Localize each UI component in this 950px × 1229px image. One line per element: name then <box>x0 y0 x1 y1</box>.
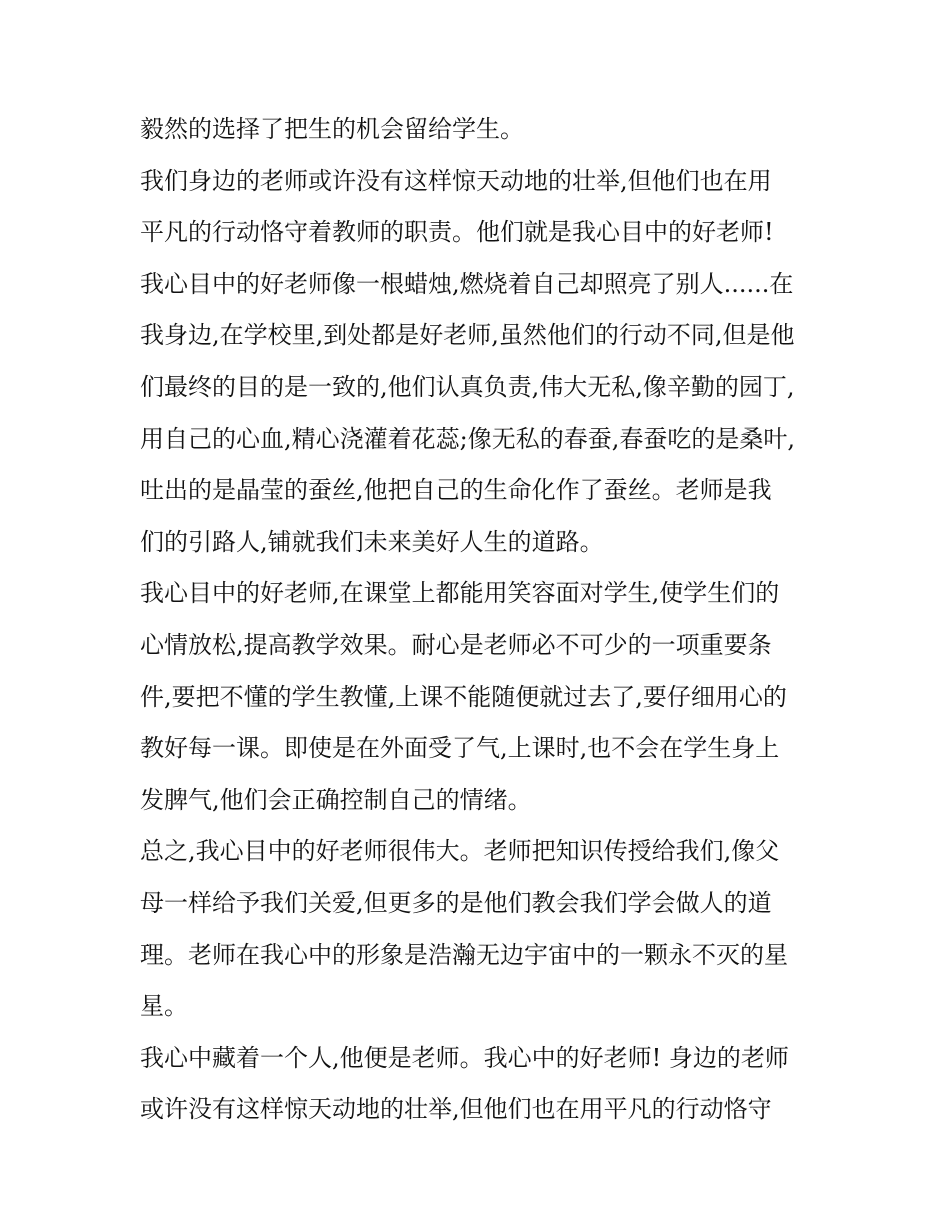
text-line: 我心目中的好老师,在课堂上都能用笑容面对学生,使学生们的 <box>140 579 780 608</box>
text-line: 件,要把不懂的学生教懂,上课不能随便就过去了,要仔细用心的 <box>140 682 787 711</box>
text-line: 总之,我心目中的好老师很伟大。老师把知识传授给我们,像父 <box>140 837 780 866</box>
text-line: 母一样给予我们关爱,但更多的是他们教会我们学会做人的道 <box>140 888 772 917</box>
text-line: 们最终的目的是一致的,他们认真负责,伟大无私,像辛勤的园丁, <box>140 372 795 401</box>
text-line: 平凡的行动恪守着教师的职责。他们就是我心目中的好老师! <box>140 218 774 247</box>
text-line: 发脾气,他们会正确控制自己的情绪。 <box>140 785 532 814</box>
text-line: 心情放松,提高教学效果。耐心是老师必不可少的一项重要条 <box>140 630 772 659</box>
text-line: 们的引路人,铺就我们未来美好人生的道路。 <box>140 527 604 556</box>
text-line: 教好每一课。即使是在外面受了气,上课时,也不会在学生身上 <box>140 734 780 763</box>
text-line: 理。老师在我心中的形象是浩瀚无边宇宙中的一颗永不灭的星 <box>140 940 788 969</box>
text-line: 我心中藏着一个人,他便是老师。我心中的好老师! 身边的老师 <box>140 1043 789 1072</box>
text-line: 星。 <box>140 992 188 1021</box>
text-line: 我心目中的好老师像一根蜡烛,燃烧着自己却照亮了别人......在 <box>140 269 794 298</box>
text-line: 毅然的选择了把生的机会留给学生。 <box>140 115 524 143</box>
text-line: 我们身边的老师或许没有这样惊天动地的壮举,但他们也在用 <box>140 166 772 195</box>
text-line: 或许没有这样惊天动地的壮举,但他们也在用平凡的行动恪守 <box>140 1095 772 1124</box>
text-line: 吐出的是晶莹的蚕丝,他把自己的生命化作了蚕丝。老师是我 <box>140 476 772 505</box>
text-line: 用自己的心血,精心浇灌着花蕊;像无私的春蚕,春蚕吃的是桑叶, <box>140 424 795 453</box>
text-line: 我身边,在学校里,到处都是好老师,虽然他们的行动不同,但是他 <box>140 321 795 350</box>
document-body <box>140 104 810 1136</box>
